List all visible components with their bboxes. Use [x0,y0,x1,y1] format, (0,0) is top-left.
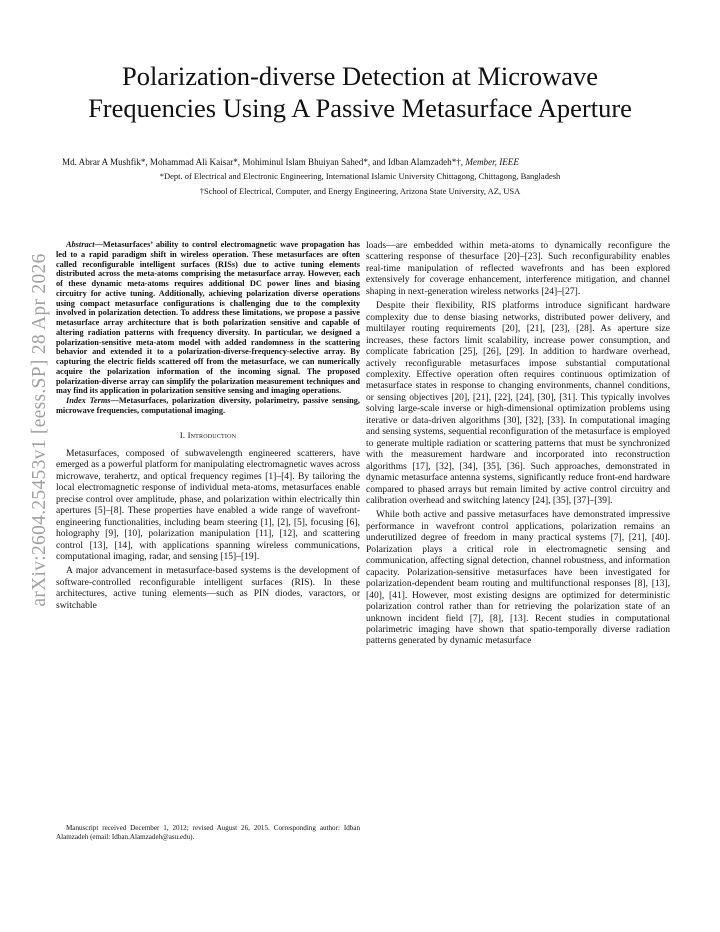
body-paragraph: While both active and passive metasurfaces have demonstrated impressive performance in wavefront control applications, polarization remains an underutilized degree of freedom in many practical systems [7], [21], [40]. Polarization plays a critical role in electromagnetic sensing and communication, affecting signal detection, channel robustness, and information capacity. Polarization-sensitive metasurfaces have been investigated for polarization-dependent beam routing and multifunctional responses [8], [13], [40], [41]. However, most existing designs are optimized for deterministic polarization control rather than for retrieving the polarization state of an unknown incident field [7], [8], [13]. Recent studies in computational polarimetric imaging have shown that spatio-temporally diverse radiation patterns generated by dynamic metasurface [366,509,670,647]
abstract-text: —Metasurfaces’ ability to control electromagnetic wave propagation has led to a rapid paradigm shift in wireless operation. These metasurfaces are often called reconfigurable intelligent surfaces (RISs) due to active tuning elements distributed across the meta-atoms comprising the metasurface array. However, each of these dynamic meta-atoms requires additional DC power lines and biasing circuitry for active tuning. Additionally, achieving polarization diverse operations using compact metasurface configurations is challenging due to the complexity involved in polarization detection. To address these limitations, we propose a passive metasurface array architecture that is both polarization sensitive and capable of altering radiation patterns with frequency diversity. In particular, we designed a polarization-sensitive meta-atom model with added randomness in the scattering behavior and extended it to a polarization-diverse-frequency-selective array. By capturing the electric fields scattered off from the metasurface, we can numerically acquire the polarization information of the incoming signal. The proposed polarization-diverse array can simplify the polarization measurement techniques and may find its application in polarization sensitive sensing and imaging operations. [56,240,360,396]
title-line-2: Frequencies Using A Passive Metasurface Aperture [88,93,632,123]
section-heading [56,430,360,441]
index-terms [56,396,360,416]
body-paragraph: loads—are embedded within meta-atoms to dynamically reconfigure the scattering response of thesurface [20]–[23]. Such reconfigurability enables real-time manipulation of reflected wavefronts and has been explored extensively for coverage enhancement, interference mitigation, and channel shaping in next-generation wireless networks [24]–[27]. [366,240,670,297]
index-terms-text: —Metasurfaces, polarization diversity, polarimetry, passive sensing, microwave frequencies, computational imaging. [56,396,360,415]
body-paragraph: Metasurfaces, composed of subwavelength engineered scatterers, have emerged as a powerful platform for manipulating electromagnetic waves across microwave, terahertz, and optical frequency regimes [1]–[4]. By tailoring the local electromagnetic response of individual meta-atoms, metasurfaces enable precise control over amplitude, phase, and polarization within electrically thin apertures [5]–[8]. These properties have enabled a wide range of wavefront-engineering functionalities, including beam steering [1], [2], [5], focusing [6], holography [9], [10], polarization manipulation [11], [12], and scattering control [13], [14], with applications spanning wireless communications, computational imaging, radar, and sensing [15]–[19]. [56,447,360,563]
section-title: Introduction [187,429,237,440]
abstract-label: Abstract [66,240,95,249]
section-numeral: I. [179,429,188,440]
author-membership: Member, IEEE [465,157,519,167]
author-names: Md. Abrar A Mushfik*, Mohammad Ali Kaisar*, Mohiminul Islam Bhuiyan Sahed*, and Idban Alamzadeh*†, [62,157,466,167]
right-column [366,240,670,647]
index-terms-label: Index Terms [66,396,111,405]
body-paragraph: Despite their flexibility, RIS platforms introduce significant hardware complexity due to dense biasing networks, distributed power delivery, and multilayer routing requirements [20], [21], [23], [28]. As aperture size increases, these factors limit scalability, increase power consumption, and complicate fabrication [25], [26], [29]. In addition to hardware overhead, actively reconfigurable metasurfaces impose substantial computational complexity. Effective operation often requires continuous optimization of metasurface states in response to changing environments, channel conditions, or sensing objectives [20], [21], [22], [24], [30], [31]. This typically involves solving large-scale inverse or high-dimensional optimization problems using iterative or data-driven algorithms [30], [32], [33]. In computational imaging and sensing systems, sequential reconfiguration of the metasurface is employed to generate multiple radiation or scattering patterns that must be synchronized with the measurement hardware and incorporated into reconstruction algorithms [17], [32], [34], [35], [36]. Such approaches, demonstrated in dynamic metasurface antenna systems, significantly reduce front-end hardware compared to phased arrays but remain limited by active control circuitry and calibration overhead and switching latency [24], [35], [37]–[39]. [366,300,670,506]
title-line-1: Polarization-diverse Detection at Microwave [121,61,599,91]
abstract [56,240,360,396]
author-list [62,157,720,168]
body-paragraph: A major advancement in metasurface-based systems is the development of software-controlled reconfigurable intelligent surfaces (RIS). In these architectures, active tuning elements—such as PIN diodes, varactors, or switchable [56,565,360,611]
footnote: Manuscript received December 1, 2012; revised August 26, 2015. Corresponding author: Idban Alamzadeh (email: Idban.Alamzadeh@asu.edu). [56,824,360,841]
arxiv-identifier: arXiv:2604.25453v1 [eess.SP] 28 Apr 2026 [29,253,50,607]
affiliation-2: †School of Electrical, Computer, and Energy Engineering, Arizona State University, AZ, USA [199,186,521,196]
affiliation-1: *Dept. of Electrical and Electronic Engineering, International Islamic University Chittagong, Chittagong, Bangladesh [159,171,561,181]
paper-title [50,60,670,124]
left-column [56,240,360,611]
